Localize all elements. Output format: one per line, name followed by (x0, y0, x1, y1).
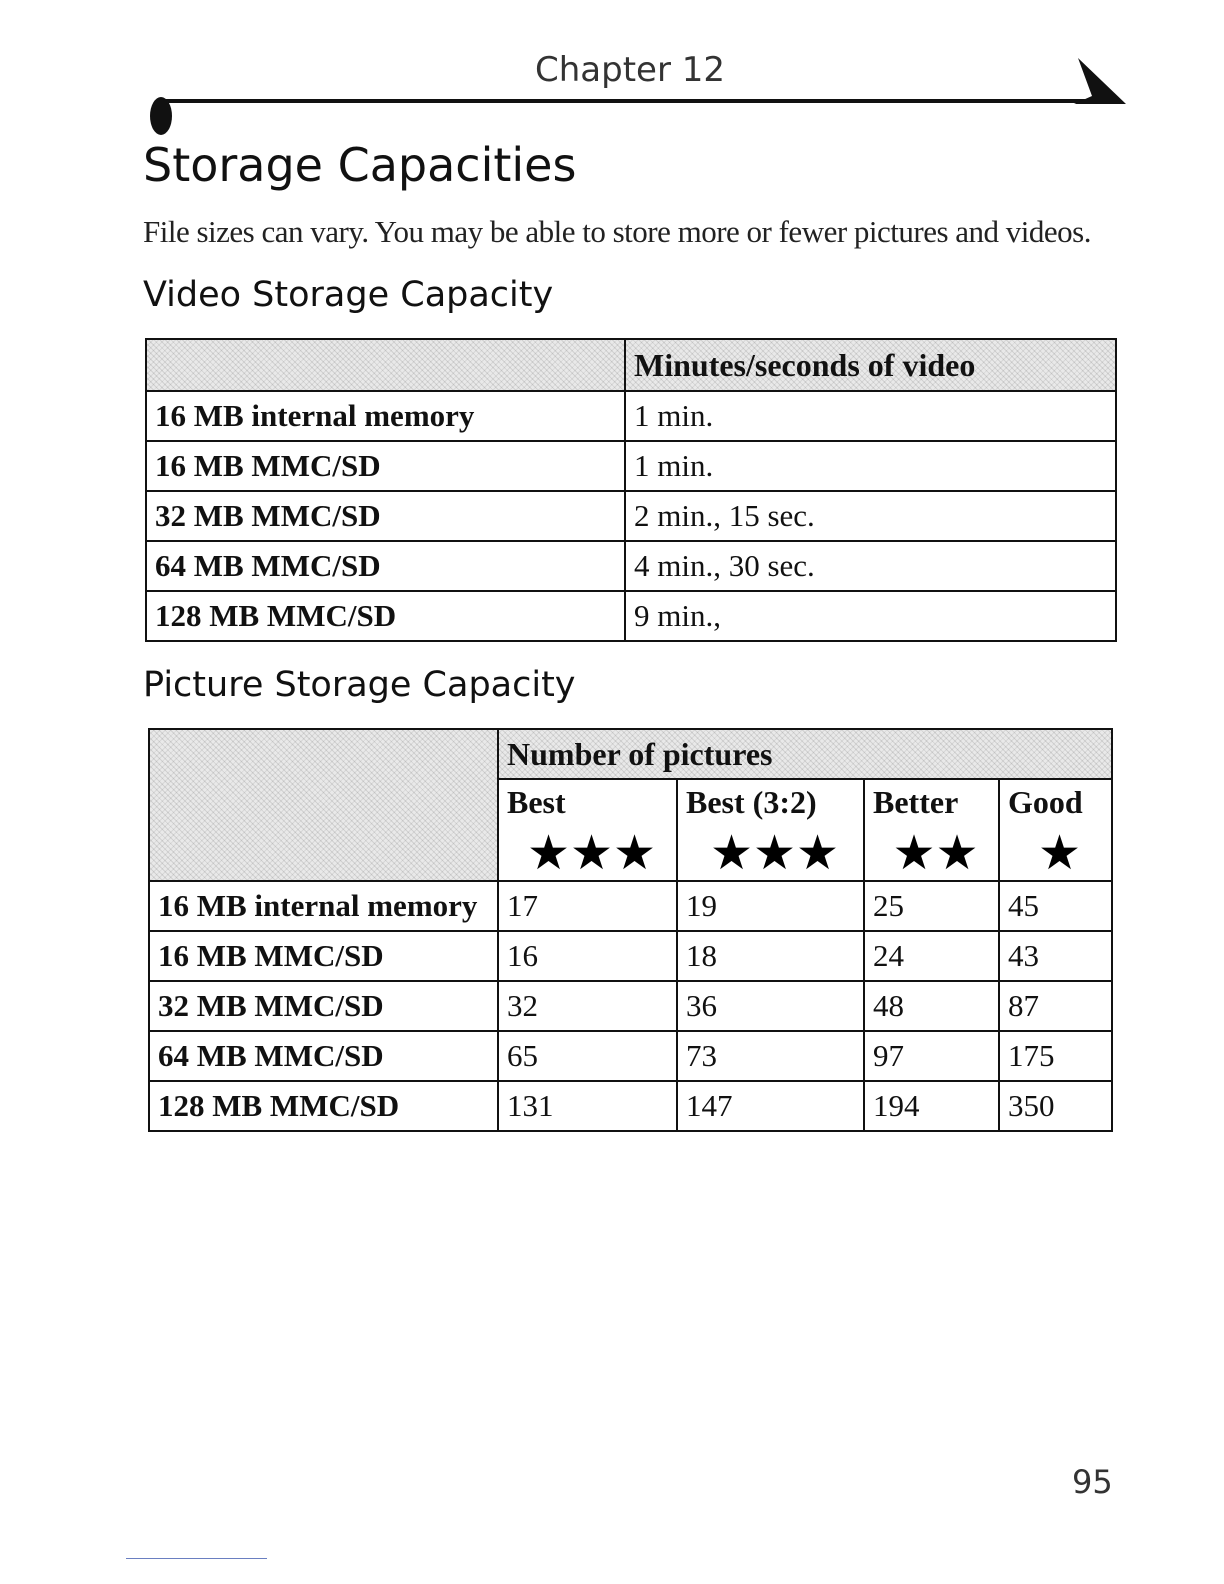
video-row-value: 1 min. (625, 391, 1116, 441)
picture-count-cell: 32 (498, 981, 677, 1031)
video-row-label: 16 MB MMC/SD (146, 441, 625, 491)
video-row-label: 128 MB MMC/SD (146, 591, 625, 641)
video-table-header-row (146, 339, 1116, 391)
video-row-value: 1 min. (625, 441, 1116, 491)
picture-row-label: 16 MB MMC/SD (149, 931, 498, 981)
picture-count-cell: 19 (677, 881, 864, 931)
video-row-label: 64 MB MMC/SD (146, 541, 625, 591)
table-row (149, 881, 1112, 931)
picture-row-label: 32 MB MMC/SD (149, 981, 498, 1031)
quality-label: Best (3:2) (686, 784, 817, 820)
table-row (149, 981, 1112, 1031)
table-row (146, 441, 1116, 491)
picture-count-cell: 131 (498, 1081, 677, 1131)
picture-count-cell: 17 (498, 881, 677, 931)
chapter-arrow-icon (1072, 56, 1126, 106)
three-star-icon: ★★★ (709, 825, 840, 881)
picture-count-cell: 18 (677, 931, 864, 981)
quality-column-header (864, 779, 999, 881)
picture-count-cell: 45 (999, 881, 1112, 931)
page-number: 95 (1072, 1463, 1113, 1501)
picture-count-cell: 36 (677, 981, 864, 1031)
video-column-header: Minutes/seconds of video (625, 339, 1116, 391)
picture-row-label: 64 MB MMC/SD (149, 1031, 498, 1081)
three-star-icon: ★★★ (526, 825, 657, 881)
picture-section-heading: Picture Storage Capacity (143, 665, 576, 705)
table-row (146, 391, 1116, 441)
picture-count-cell: 97 (864, 1031, 999, 1081)
picture-count-cell: 65 (498, 1031, 677, 1081)
picture-capacity-table (148, 728, 1113, 1132)
video-row-label: 32 MB MMC/SD (146, 491, 625, 541)
picture-count-cell: 73 (677, 1031, 864, 1081)
video-section-heading: Video Storage Capacity (143, 275, 554, 315)
intro-text: File sizes can vary. You may be able to store more or fewer pictures and videos. (143, 214, 1091, 249)
quality-column-header (498, 779, 677, 881)
table-row (149, 931, 1112, 981)
quality-label: Better (873, 784, 959, 820)
video-row-value: 9 min., (625, 591, 1116, 641)
picture-count-cell: 43 (999, 931, 1112, 981)
picture-count-cell: 175 (999, 1031, 1112, 1081)
picture-count-cell: 24 (864, 931, 999, 981)
picture-group-header: Number of pictures (498, 729, 1112, 779)
page-title: Storage Capacities (143, 138, 577, 192)
picture-count-cell: 25 (864, 881, 999, 931)
picture-count-cell: 16 (498, 931, 677, 981)
picture-row-label: 16 MB internal memory (149, 881, 498, 931)
video-row-value: 4 min., 30 sec. (625, 541, 1116, 591)
two-star-icon: ★★ (892, 825, 979, 881)
chapter-label: Chapter 12 (534, 50, 725, 90)
table-row (146, 541, 1116, 591)
picture-count-cell: 48 (864, 981, 999, 1031)
footer-line (126, 1558, 267, 1559)
table-row (149, 1081, 1112, 1131)
table-row (146, 491, 1116, 541)
quality-label: Best (507, 784, 566, 820)
picture-table-corner-cell (149, 729, 498, 881)
table-row (146, 591, 1116, 641)
quality-label: Good (1008, 784, 1083, 820)
header-rule (160, 99, 1095, 103)
video-capacity-table (145, 338, 1117, 642)
picture-count-cell: 194 (864, 1081, 999, 1131)
quality-column-header (677, 779, 864, 881)
video-row-label: 16 MB internal memory (146, 391, 625, 441)
picture-row-label: 128 MB MMC/SD (149, 1081, 498, 1131)
picture-table-group-header-row (149, 729, 1112, 779)
video-table-corner-cell (146, 339, 625, 391)
table-row (149, 1031, 1112, 1081)
picture-count-cell: 147 (677, 1081, 864, 1131)
picture-count-cell: 350 (999, 1081, 1112, 1131)
quality-column-header (999, 779, 1112, 881)
video-row-value: 2 min., 15 sec. (625, 491, 1116, 541)
picture-count-cell: 87 (999, 981, 1112, 1031)
one-star-icon: ★ (1038, 825, 1082, 881)
